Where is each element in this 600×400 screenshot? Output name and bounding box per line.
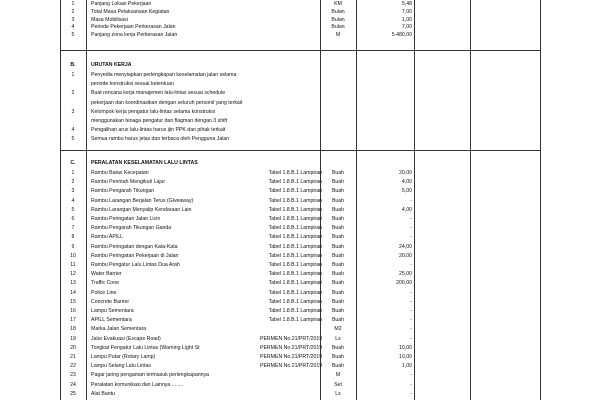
cell-desc: Rambu Pengatur Lalu Lintas Dua Arah: [91, 262, 180, 268]
cell-qty: 1,00: [401, 16, 412, 23]
cell-ref: Tabel 1.8.B.1 Lampiran: [268, 234, 322, 241]
cell-no: 3: [71, 108, 75, 115]
cell-unit: Ls: [335, 335, 341, 342]
cell-unit: Buah: [331, 280, 345, 287]
cell-no: 8: [71, 234, 75, 241]
cell-desc: periode konstruksi sesuai ketentuan: [91, 81, 174, 88]
cell-unit: Buah: [331, 317, 345, 324]
cell-desc: pekerjaan dan koordinasikan dengan seluruh personil yang terkait: [91, 99, 243, 106]
cell-desc: Rambu Pengarah Tikungan: [91, 188, 155, 195]
cell-qty: 7,00: [401, 24, 412, 31]
cell-unit: Buah: [331, 271, 345, 278]
cell-unit: Buah: [331, 225, 345, 232]
cell-unit: M2: [334, 326, 342, 333]
cell-unit: Bulan: [331, 24, 345, 31]
cell-qty: -: [410, 216, 412, 222]
cell-qty: -: [410, 289, 412, 296]
cell-desc: Buat rencana kerja manajemen lalu-lintas sesuai schedule: [91, 90, 226, 97]
cell-desc: Semua rambu harus jelas dan terbaca oleh Pengguna Jalan: [91, 136, 230, 143]
cell-qty: -: [410, 298, 412, 305]
cell-ref: Tabel 1.8.B.1 Lampiran: [268, 216, 322, 222]
cell-no: 1: [71, 170, 75, 176]
cell-qty: -: [410, 308, 412, 314]
cell-unit: Buah: [331, 289, 345, 296]
cell-unit: Buah: [331, 363, 345, 370]
cell-no: 4: [71, 24, 75, 31]
cell-no: 4: [71, 127, 75, 134]
cell-qty: -: [410, 225, 412, 232]
cell-no: 2: [71, 179, 75, 186]
cell-qty: 7,00: [401, 8, 412, 15]
cell-desc: Water Barrier: [91, 271, 122, 278]
cell-desc: Periode Pekerjaan Perkerasan Jalan: [91, 24, 176, 31]
cell-unit: Buah: [331, 344, 345, 351]
cell-no: 21: [70, 354, 76, 360]
cell-unit: M: [335, 372, 341, 379]
section-divider-bc: [60, 150, 540, 151]
cell-qty: -: [410, 197, 412, 204]
cell-no: 1: [71, 72, 75, 78]
cell-ref: Tabel 1.8.B.1 Lampiran: [268, 317, 322, 324]
cell-unit: Buah: [331, 179, 345, 186]
table-row: [60, 134, 540, 144]
cell-unit: Buah: [331, 206, 345, 213]
cell-qty: 20,00: [399, 252, 412, 259]
cell-unit: Buah: [331, 197, 345, 204]
cell-desc: Traffic Cone: [91, 280, 119, 287]
cell-no: 11: [70, 262, 76, 268]
cell-no: 5: [71, 206, 75, 213]
cell-ref: PERMEN No.21/PRT/2019: [260, 354, 323, 360]
cell-desc: Rambu Peringatan dengan Kata-Kata: [91, 243, 178, 250]
cell-desc: Rambu APILL: [91, 234, 124, 241]
cell-unit: M: [335, 32, 341, 39]
cell-desc: Penyedia menyiapkan perlengkapan keselamatan jalan selama: [91, 72, 237, 78]
cell-desc: Panjang zona kerja Perkerasan Jalan: [91, 32, 178, 39]
cell-qty: -: [410, 381, 412, 388]
cell-desc: menggunakan tenaga pengatur dan flagman dengan 3 shift: [91, 118, 228, 124]
cell-no: 25: [70, 390, 76, 397]
cell-unit: KM: [334, 1, 342, 7]
cell-no: 10: [70, 252, 76, 259]
cell-no: 13: [70, 280, 76, 287]
cell-unit: Buah: [331, 216, 345, 222]
cell-unit: Buah: [331, 354, 345, 360]
cell-unit: Buah: [331, 234, 345, 241]
cell-no: 15: [70, 298, 76, 305]
cell-unit: Bulan: [331, 8, 345, 15]
cell-ref: Tabel 1.8.B.1 Lampiran: [268, 271, 322, 278]
cell-unit: Set: [334, 381, 342, 388]
cell-ref: Tabel 1.8.B.1 Lampiran: [268, 243, 322, 250]
cell-no: 12: [70, 271, 76, 278]
cell-unit: Buah: [331, 308, 345, 314]
cell-no: 9: [71, 243, 75, 250]
section-b-title: URUTAN KERJA: [91, 62, 132, 68]
cell-qty: 25,00: [399, 271, 412, 278]
cell-qty: 5,00: [401, 188, 412, 195]
cell-desc: Rambu Perintah Mengikuti Lajur: [91, 179, 166, 186]
cell-no: 20: [70, 344, 76, 351]
table-row: [60, 30, 540, 40]
section-c-title: PERALATAN KESELAMATAN LALU LINTAS: [91, 160, 198, 166]
cell-desc: Marka Jalan Sementara: [91, 326, 147, 333]
cell-no: 5: [71, 32, 75, 39]
cell-no: 17: [70, 317, 76, 324]
cell-unit: Buah: [331, 243, 345, 250]
cell-unit: Buah: [331, 252, 345, 259]
cell-no: 4: [71, 197, 75, 204]
cell-ref: PERMEN No.21/PRT/2019: [260, 363, 323, 370]
cell-unit: Buah: [331, 262, 345, 268]
cell-unit: Bulan: [331, 16, 345, 23]
cell-desc: Police Line: [91, 289, 117, 296]
cell-desc: Kelompok kerja pengatur lalu-lintas selama konstruksi: [91, 108, 215, 115]
cell-desc: Masa Mobilisasi: [91, 16, 128, 23]
cell-desc: Rambu Peringatan Jalan Licin: [91, 216, 161, 222]
cell-no: 22: [70, 363, 76, 370]
cell-no: 14: [70, 289, 76, 296]
cell-qty: 4,00: [401, 179, 412, 186]
cell-desc: Lampu Selang Lalu Lintas: [91, 363, 151, 370]
cell-qty: -: [410, 390, 412, 397]
section-b-letter: B.: [70, 62, 76, 68]
cell-qty: 1,00: [401, 363, 412, 370]
cell-unit: Buah: [331, 298, 345, 305]
cell-ref: Tabel 1.8.B.1 Lampiran: [268, 170, 322, 176]
section-b-header: [60, 60, 540, 70]
cell-ref: PERMEN No.21/PRT/2019: [260, 344, 323, 351]
cell-ref: Tabel 1.8.B.1 Lampiran: [268, 308, 322, 314]
cell-ref: Tabel 1.8.B.1 Lampiran: [268, 289, 322, 296]
cell-qty: -: [410, 326, 412, 333]
cell-ref: Tabel 1.8.B.1 Lampiran: [268, 197, 322, 204]
cell-desc: Lampu Sementara: [91, 308, 134, 314]
cell-no: 3: [71, 16, 75, 23]
cell-no: 1: [71, 1, 75, 7]
cell-unit: Ls: [335, 390, 341, 397]
cell-desc: Pengalihan arus lalu-lintas harus ijin PPK dan pihak terkait: [91, 127, 226, 134]
cell-no: 6: [71, 216, 75, 222]
section-c-header: [60, 158, 540, 168]
cell-desc: Rambu Larangan Menyalip Kendaraan Lain: [91, 206, 192, 213]
cell-desc: Panjang Lokasi Pekerjaan: [91, 1, 152, 7]
cell-qty: 5.480,00: [391, 32, 412, 39]
table-border-right: [540, 0, 541, 400]
cell-desc: Alat Bantu: [91, 390, 115, 397]
cell-desc: Rambu Pengarah Tikungan Ganda: [91, 225, 172, 232]
cell-desc: Jalur Evakuasi (Escape Road): [91, 335, 161, 342]
cell-qty: 5,48: [401, 1, 412, 7]
cell-desc: APILL Sementara: [91, 317, 132, 324]
cell-qty: 24,00: [399, 243, 412, 250]
cell-no: 2: [71, 90, 75, 97]
cell-desc: Rambu Peringatan Pekerjaan di Jalan: [91, 252, 179, 259]
cell-qty: 10,00: [399, 354, 412, 360]
cell-qty: 10,00: [399, 344, 412, 351]
cell-qty: 20,00: [399, 170, 412, 176]
cell-qty: 200,00: [396, 280, 412, 287]
cell-ref: Tabel 1.8.B.1 Lampiran: [268, 179, 322, 186]
cell-desc: Peralatan komunikasi dan Lainnya ........: [91, 381, 184, 388]
cell-ref: Tabel 1.8.B.1 Lampiran: [268, 188, 322, 195]
cell-qty: 4,00: [401, 206, 412, 213]
cell-no: 2: [71, 8, 75, 15]
section-c-letter: C.: [70, 160, 76, 166]
cell-no: 18: [70, 326, 76, 333]
cell-no: 3: [71, 188, 75, 195]
cell-desc: Rambu Larangan Berjalan Terus (Giveaway): [91, 197, 194, 204]
cell-desc: Pagar jaring pengaman termasuk perlengkapannya: [91, 372, 209, 379]
cell-desc: Tongkat Pengatur Lalu Lintas (Warning Light St: [91, 344, 200, 351]
cell-no: 5: [71, 136, 75, 143]
cell-no: 23: [70, 372, 76, 379]
cell-qty: -: [410, 372, 412, 379]
cell-no: 24: [70, 381, 76, 388]
cell-no: 19: [70, 335, 76, 342]
cell-desc: Lampu Putar (Rotary Lamp): [91, 354, 156, 360]
section-divider-ab: [60, 50, 540, 51]
cell-no: 16: [70, 308, 76, 314]
cell-ref: Tabel 1.8.B.1 Lampiran: [268, 206, 322, 213]
cell-unit: Buah: [331, 188, 345, 195]
table-row: [60, 389, 540, 399]
cell-qty: -: [410, 234, 412, 241]
cell-ref: Tabel 1.8.B.1 Lampiran: [268, 298, 322, 305]
cell-no: 7: [71, 225, 75, 232]
cell-ref: Tabel 1.8.B.1 Lampiran: [268, 280, 322, 287]
cell-qty: -: [410, 317, 412, 324]
cell-unit: Buah: [331, 170, 345, 176]
cell-desc: Rambu Batas Kecepatan: [91, 170, 149, 176]
cell-ref: Tabel 1.8.B.1 Lampiran: [268, 252, 322, 259]
cell-ref: Tabel 1.8.B.1 Lampiran: [268, 225, 322, 232]
cell-qty: -: [410, 335, 412, 342]
cell-ref: PERMEN No.21/PRT/2019: [260, 335, 323, 342]
cell-qty: -: [410, 262, 412, 268]
cell-ref: Tabel 1.8.B.1 Lampiran: [268, 262, 322, 268]
cell-desc: Total Masa Pelaksanaan Kegiatan: [91, 8, 170, 15]
cell-desc: Concrete Barrier: [91, 298, 130, 305]
